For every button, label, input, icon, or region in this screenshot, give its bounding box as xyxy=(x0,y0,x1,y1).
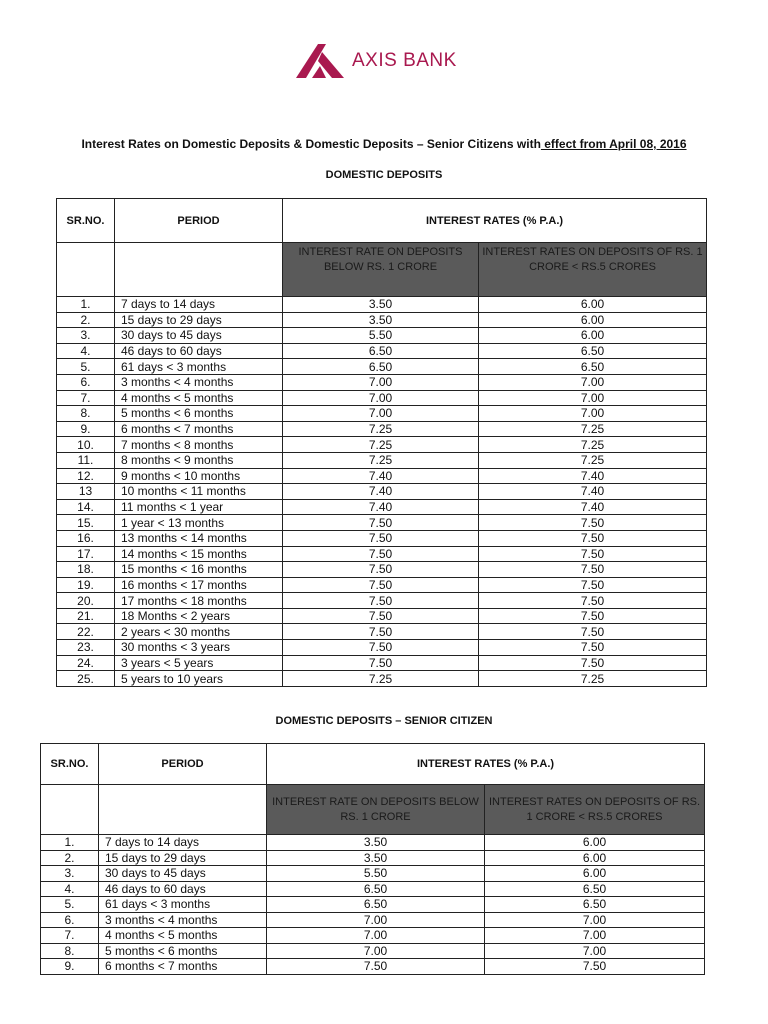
row-rate-below-1-crore: 7.50 xyxy=(283,593,479,609)
row-rate-below-1-crore: 5.50 xyxy=(283,328,479,344)
row-period: 16 months < 17 months xyxy=(115,577,283,593)
row-rate-1-to-5-crore: 7.50 xyxy=(479,530,707,546)
row-rate-below-1-crore: 6.50 xyxy=(283,359,479,375)
row-period: 17 months < 18 months xyxy=(115,593,283,609)
row-period: 61 days < 3 months xyxy=(115,359,283,375)
row-rate-below-1-crore: 7.50 xyxy=(283,608,479,624)
row-period: 3 months < 4 months xyxy=(115,374,283,390)
row-period: 14 months < 15 months xyxy=(115,546,283,562)
row-period: 15 days to 29 days xyxy=(99,850,267,866)
row-period: 46 days to 60 days xyxy=(99,881,267,897)
header-1-to-5-crore: INTEREST RATES ON DEPOSITS OF RS. 1 CRORE < RS.5 CRORES xyxy=(485,785,705,835)
row-period: 7 days to 14 days xyxy=(99,835,267,851)
table-row xyxy=(57,406,707,422)
row-rate-below-1-crore: 5.50 xyxy=(267,866,485,882)
document-title xyxy=(0,137,768,151)
table-row xyxy=(57,374,707,390)
row-rate-1-to-5-crore: 7.00 xyxy=(479,406,707,422)
table-row xyxy=(57,530,707,546)
row-srno: 5. xyxy=(57,359,115,375)
row-period: 15 days to 29 days xyxy=(115,312,283,328)
row-rate-below-1-crore: 7.50 xyxy=(283,577,479,593)
row-period: 6 months < 7 months xyxy=(115,421,283,437)
row-rate-below-1-crore: 6.50 xyxy=(267,897,485,913)
row-srno: 2. xyxy=(57,312,115,328)
row-rate-below-1-crore: 7.25 xyxy=(283,671,479,687)
senior-citizen-rates-table xyxy=(40,743,705,975)
row-rate-1-to-5-crore: 6.50 xyxy=(485,897,705,913)
row-rate-1-to-5-crore: 7.40 xyxy=(479,499,707,515)
table-row xyxy=(57,390,707,406)
row-rate-1-to-5-crore: 7.50 xyxy=(479,515,707,531)
table-row xyxy=(57,499,707,515)
row-rate-1-to-5-crore: 7.40 xyxy=(479,484,707,500)
row-period: 2 years < 30 months xyxy=(115,624,283,640)
row-srno: 1. xyxy=(57,297,115,313)
table-row xyxy=(57,624,707,640)
row-srno: 4. xyxy=(57,343,115,359)
table-row xyxy=(57,437,707,453)
table-row xyxy=(41,943,705,959)
table-row xyxy=(41,959,705,975)
domestic-rates-table xyxy=(56,198,707,687)
row-rate-1-to-5-crore: 7.50 xyxy=(479,577,707,593)
row-srno: 9. xyxy=(57,421,115,437)
header-srno: SR.NO. xyxy=(57,199,115,243)
row-srno: 4. xyxy=(41,881,99,897)
table-row xyxy=(57,328,707,344)
row-period: 15 months < 16 months xyxy=(115,562,283,578)
table-row xyxy=(57,640,707,656)
header-period: PERIOD xyxy=(115,199,283,243)
row-rate-below-1-crore: 7.00 xyxy=(283,390,479,406)
table-row xyxy=(41,866,705,882)
row-srno: 20. xyxy=(57,593,115,609)
table-row xyxy=(57,593,707,609)
row-srno: 24. xyxy=(57,655,115,671)
row-srno: 8. xyxy=(57,406,115,422)
row-rate-below-1-crore: 7.00 xyxy=(283,406,479,422)
row-rate-1-to-5-crore: 6.50 xyxy=(479,343,707,359)
row-srno: 6. xyxy=(57,374,115,390)
row-rate-1-to-5-crore: 7.50 xyxy=(479,624,707,640)
row-period: 5 months < 6 months xyxy=(99,943,267,959)
header-below-1-crore: INTEREST RATE ON DEPOSITS BELOW RS. 1 CRORE xyxy=(283,243,479,297)
row-rate-below-1-crore: 7.25 xyxy=(283,437,479,453)
row-rate-1-to-5-crore: 6.50 xyxy=(485,881,705,897)
row-rate-below-1-crore: 7.50 xyxy=(283,640,479,656)
row-srno: 13 xyxy=(57,484,115,500)
title-effective-date: effect from April 08, 2016 xyxy=(540,137,687,151)
row-rate-below-1-crore: 7.50 xyxy=(283,655,479,671)
bank-name: AXIS BANK xyxy=(352,50,457,71)
table-row xyxy=(41,835,705,851)
row-srno: 16. xyxy=(57,530,115,546)
row-period: 5 months < 6 months xyxy=(115,406,283,422)
table-row xyxy=(57,452,707,468)
row-rate-below-1-crore: 3.50 xyxy=(267,835,485,851)
title-main: Interest Rates on Domestic Deposits & Domestic Deposits – Senior Citizens with xyxy=(81,137,541,151)
row-srno: 2. xyxy=(41,850,99,866)
row-period: 8 months < 9 months xyxy=(115,452,283,468)
table-row xyxy=(57,608,707,624)
row-period: 30 days to 45 days xyxy=(115,328,283,344)
table-row xyxy=(41,928,705,944)
table-row xyxy=(57,421,707,437)
row-srno: 5. xyxy=(41,897,99,913)
row-rate-1-to-5-crore: 6.00 xyxy=(485,866,705,882)
domestic-rates-body xyxy=(57,297,707,687)
row-srno: 22. xyxy=(57,624,115,640)
senior-rates-body xyxy=(41,835,705,975)
row-srno: 8. xyxy=(41,943,99,959)
table-row xyxy=(57,297,707,313)
row-period: 7 days to 14 days xyxy=(115,297,283,313)
table-row xyxy=(57,484,707,500)
table-row xyxy=(57,671,707,687)
row-rate-1-to-5-crore: 7.00 xyxy=(485,943,705,959)
row-rate-1-to-5-crore: 6.00 xyxy=(485,850,705,866)
row-rate-1-to-5-crore: 6.50 xyxy=(479,359,707,375)
row-srno: 14. xyxy=(57,499,115,515)
table-row xyxy=(57,655,707,671)
row-period: 1 year < 13 months xyxy=(115,515,283,531)
row-rate-1-to-5-crore: 6.00 xyxy=(485,835,705,851)
row-srno: 9. xyxy=(41,959,99,975)
table-row xyxy=(57,577,707,593)
row-period: 11 months < 1 year xyxy=(115,499,283,515)
row-rate-below-1-crore: 7.40 xyxy=(283,468,479,484)
row-srno: 21. xyxy=(57,608,115,624)
row-rate-below-1-crore: 7.50 xyxy=(283,546,479,562)
row-srno: 3. xyxy=(57,328,115,344)
row-rate-1-to-5-crore: 7.25 xyxy=(479,421,707,437)
row-period: 61 days < 3 months xyxy=(99,897,267,913)
header-below-1-crore: INTEREST RATE ON DEPOSITS BELOW RS. 1 CRORE xyxy=(267,785,485,835)
table-row xyxy=(41,850,705,866)
row-rate-below-1-crore: 7.25 xyxy=(283,452,479,468)
row-rate-below-1-crore: 7.00 xyxy=(267,912,485,928)
row-rate-1-to-5-crore: 7.00 xyxy=(485,928,705,944)
row-rate-below-1-crore: 7.50 xyxy=(283,515,479,531)
row-rate-1-to-5-crore: 7.00 xyxy=(485,912,705,928)
row-srno: 11. xyxy=(57,452,115,468)
table-row xyxy=(57,359,707,375)
row-rate-1-to-5-crore: 7.50 xyxy=(479,655,707,671)
row-rate-1-to-5-crore: 7.50 xyxy=(479,562,707,578)
row-period: 10 months < 11 months xyxy=(115,484,283,500)
senior-section-title: DOMESTIC DEPOSITS – SENIOR CITIZEN xyxy=(275,715,493,727)
row-period: 30 days to 45 days xyxy=(99,866,267,882)
row-period: 46 days to 60 days xyxy=(115,343,283,359)
row-rate-1-to-5-crore: 6.00 xyxy=(479,328,707,344)
row-period: 30 months < 3 years xyxy=(115,640,283,656)
row-rate-below-1-crore: 3.50 xyxy=(283,297,479,313)
row-rate-1-to-5-crore: 7.25 xyxy=(479,437,707,453)
row-rate-below-1-crore: 7.40 xyxy=(283,484,479,500)
bank-logo xyxy=(296,44,457,78)
table-row xyxy=(57,343,707,359)
table-row xyxy=(41,881,705,897)
header-srno: SR.NO. xyxy=(41,744,99,785)
row-rate-1-to-5-crore: 7.25 xyxy=(479,452,707,468)
row-rate-1-to-5-crore: 6.00 xyxy=(479,312,707,328)
row-rate-below-1-crore: 3.50 xyxy=(283,312,479,328)
row-rate-1-to-5-crore: 7.40 xyxy=(479,468,707,484)
row-rate-1-to-5-crore: 6.00 xyxy=(479,297,707,313)
row-rate-below-1-crore: 7.50 xyxy=(283,562,479,578)
table-row xyxy=(41,897,705,913)
axis-bank-logo-icon xyxy=(296,44,344,78)
row-rate-1-to-5-crore: 7.50 xyxy=(479,640,707,656)
table-row xyxy=(57,562,707,578)
row-period: 7 months < 8 months xyxy=(115,437,283,453)
row-srno: 3. xyxy=(41,866,99,882)
row-rate-1-to-5-crore: 7.50 xyxy=(479,593,707,609)
row-rate-below-1-crore: 7.00 xyxy=(283,374,479,390)
row-rate-below-1-crore: 7.40 xyxy=(283,499,479,515)
row-period: 3 years < 5 years xyxy=(115,655,283,671)
row-period: 13 months < 14 months xyxy=(115,530,283,546)
row-srno: 18. xyxy=(57,562,115,578)
row-rate-below-1-crore: 7.25 xyxy=(283,421,479,437)
row-period: 5 years to 10 years xyxy=(115,671,283,687)
header-interest-rates: INTEREST RATES (% P.A.) xyxy=(283,199,707,243)
row-rate-below-1-crore: 7.00 xyxy=(267,943,485,959)
row-period: 6 months < 7 months xyxy=(99,959,267,975)
table-row xyxy=(57,546,707,562)
row-rate-below-1-crore: 7.50 xyxy=(267,959,485,975)
row-srno: 23. xyxy=(57,640,115,656)
row-srno: 6. xyxy=(41,912,99,928)
row-rate-below-1-crore: 7.50 xyxy=(283,530,479,546)
table-row xyxy=(57,468,707,484)
row-period: 4 months < 5 months xyxy=(99,928,267,944)
table-row xyxy=(57,515,707,531)
row-rate-1-to-5-crore: 7.50 xyxy=(479,546,707,562)
row-srno: 10. xyxy=(57,437,115,453)
row-rate-below-1-crore: 6.50 xyxy=(267,881,485,897)
row-period: 4 months < 5 months xyxy=(115,390,283,406)
row-srno: 1. xyxy=(41,835,99,851)
row-srno: 17. xyxy=(57,546,115,562)
row-rate-below-1-crore: 6.50 xyxy=(283,343,479,359)
row-rate-1-to-5-crore: 7.00 xyxy=(479,374,707,390)
row-rate-below-1-crore: 7.00 xyxy=(267,928,485,944)
row-rate-below-1-crore: 7.50 xyxy=(283,624,479,640)
row-rate-1-to-5-crore: 7.50 xyxy=(485,959,705,975)
row-srno: 25. xyxy=(57,671,115,687)
header-period: PERIOD xyxy=(99,744,267,785)
row-rate-1-to-5-crore: 7.25 xyxy=(479,671,707,687)
row-period: 3 months < 4 months xyxy=(99,912,267,928)
row-srno: 19. xyxy=(57,577,115,593)
row-srno: 7. xyxy=(57,390,115,406)
table-row xyxy=(41,912,705,928)
header-1-to-5-crore: INTEREST RATES ON DEPOSITS OF RS. 1 CRORE < RS.5 CRORES xyxy=(479,243,707,297)
row-rate-1-to-5-crore: 7.50 xyxy=(479,608,707,624)
row-srno: 7. xyxy=(41,928,99,944)
row-rate-1-to-5-crore: 7.00 xyxy=(479,390,707,406)
row-srno: 12. xyxy=(57,468,115,484)
domestic-section-title: DOMESTIC DEPOSITS xyxy=(325,169,443,181)
row-srno: 15. xyxy=(57,515,115,531)
table-row xyxy=(57,312,707,328)
row-rate-below-1-crore: 3.50 xyxy=(267,850,485,866)
row-period: 18 Months < 2 years xyxy=(115,608,283,624)
header-interest-rates: INTEREST RATES (% P.A.) xyxy=(267,744,705,785)
row-period: 9 months < 10 months xyxy=(115,468,283,484)
